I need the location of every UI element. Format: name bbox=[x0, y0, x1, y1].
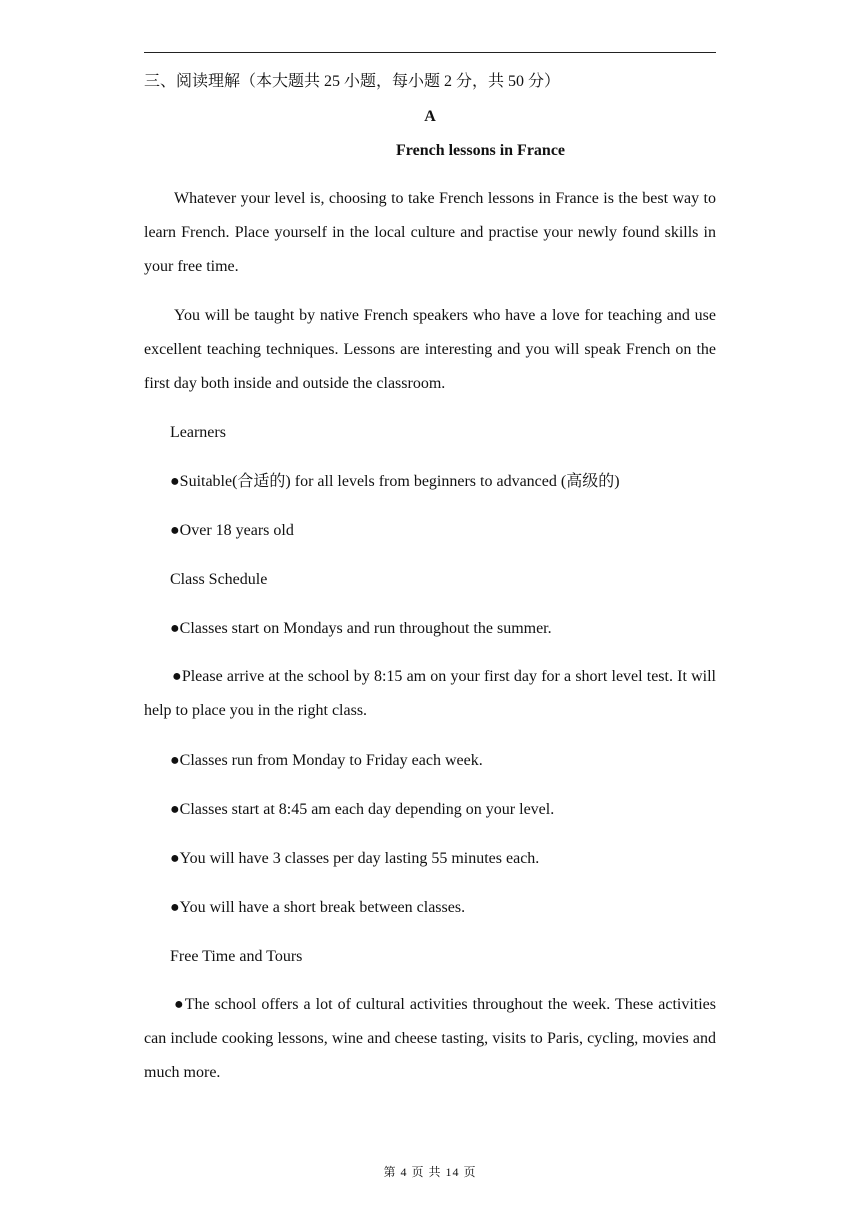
list-item: ●Over 18 years old bbox=[170, 522, 294, 539]
list-item: ●Please arrive at the school by 8:15 am on your first day for a short level test. It will help to place you in the right class. bbox=[144, 668, 716, 719]
list-item: ●You will have a short break between classes. bbox=[170, 899, 466, 916]
section-heading: 三、阅读理解（本大题共 25 小题，每小题 2 分，共 50 分） bbox=[144, 73, 561, 90]
list-item: ●Suitable(合适的) for all levels from beginners to advanced (高级的) bbox=[170, 473, 620, 490]
schedule-heading: Class Schedule bbox=[170, 571, 268, 588]
header-rule bbox=[144, 52, 716, 53]
learners-heading: Learners bbox=[170, 424, 226, 441]
list-item: ●Classes start at 8:45 am each day depending on your level. bbox=[170, 801, 555, 818]
passage-letter: A bbox=[424, 108, 436, 125]
intro-paragraph-1: Whatever your level is, choosing to take French lessons in France is the best way to learn French. Place yourself in the local culture and practise your newly found skills in your free time. bbox=[144, 190, 716, 275]
passage-title: French lessons in France bbox=[396, 142, 566, 159]
list-item: ●Classes start on Mondays and run throughout the summer. bbox=[170, 620, 552, 637]
page-number: 第 4 页 共 14 页 bbox=[383, 1165, 477, 1179]
list-item: ●The school offers a lot of cultural activities throughout the week. These activities can include cooking lessons, wine and cheese tasting, visits to Paris, cycling, movies and much more. bbox=[144, 996, 716, 1081]
list-item: ●You will have 3 classes per day lasting 55 minutes each. bbox=[170, 850, 540, 867]
intro-paragraph-2: You will be taught by native French speakers who have a love for teaching and use excellent teaching techniques. Lessons are interesting and you will speak French on the first day both inside and outside the classroom. bbox=[144, 307, 716, 392]
free-time-heading: Free Time and Tours bbox=[170, 948, 303, 965]
list-item: ●Classes run from Monday to Friday each week. bbox=[170, 752, 483, 769]
